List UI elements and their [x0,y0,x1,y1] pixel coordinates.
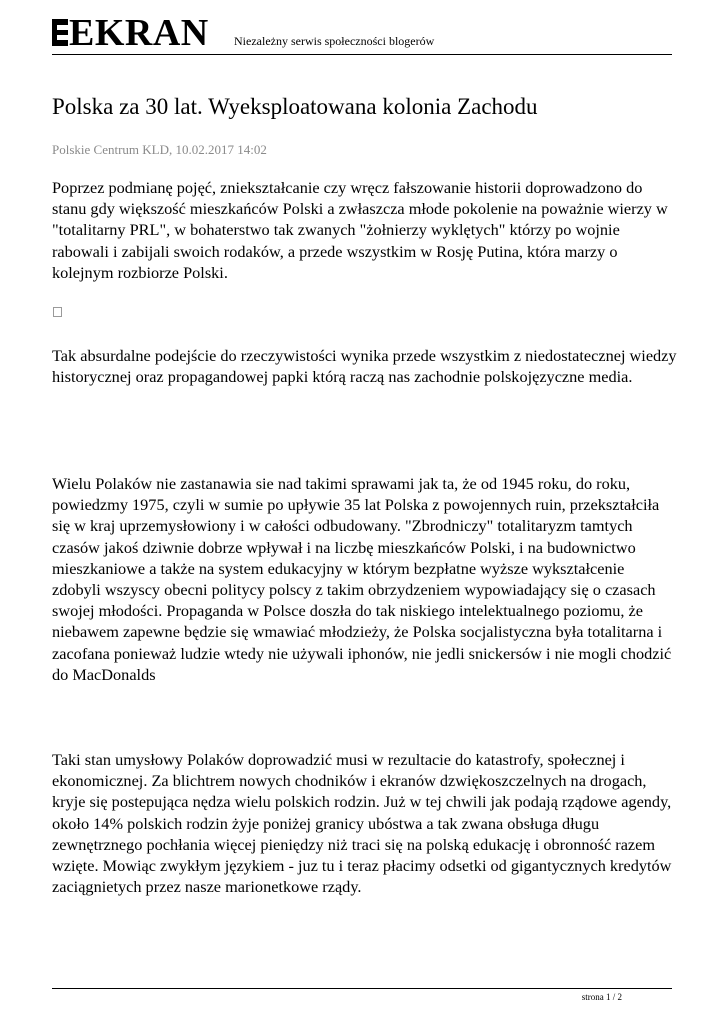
article-title: Polska za 30 lat. Wyeksploatowana kolonia Zachodu [52,94,538,119]
logo-e-icon [52,19,68,47]
logo-text: EKRAN [69,12,209,54]
page-indicator: strona 1 / 2 [581,992,622,1002]
article-paragraph: Tak absurdalne podejście do rzeczywistości wynika przede wszystkim z niedostatecznej wiedzy historycznej oraz propagandowej papki którą raczą nas zachodnie polskojęzyczne media. [52,346,677,387]
site-header [52,14,672,55]
site-logo[interactable] [52,12,209,54]
footer-divider [52,988,672,989]
article-paragraph: Taki stan umysłowy Polaków doprowadzić musi w rezultacie do katastrofy, społecznej i ekonomicznej. Za blichtrem nowych chodników i ekranów dzwiękoszczelnych na drogach, kryje się postepująca nędza wielu polskich rodzin. Już w tej chwili jak podają rządowe agendy, około 14% polskich rodzin żyje poniżej granicy ubóstwa a tak zwana obsługa długu zewnętrznego pochłania więcej pieniędzy niż traci się na polską edukację i obronność razem wzięte. Mowiąc zwykłym językiem - juz tu i teraz płacimy odsetki od gigantycznych kredytów zaciągnietych przez nasze marionetkowe rządy. [52,750,672,897]
article-meta: Polskie Centrum KLD, 10.02.2017 14:02 [52,142,267,157]
broken-image-icon [53,307,62,317]
site-tagline: Niezależny serwis społeczności blogerów [234,34,435,48]
article-paragraph: Wielu Polaków nie zastanawia sie nad takimi sprawami jak ta, że od 1945 roku, do roku, powiedzmy 1975, czyli w sumie po upływie 35 lat Polska z powojennych ruin, przekształciła się w kraj uprzemysłowiony i w całości odbudowany. "Zbrodniczy" totalitaryzm tamtych czasów jakoś dziwnie dobrze wpływał i na liczbę mieszkańców Polski, i na budownictwo mieszkaniowe a także na system edukacyjny w którym bezpłatne wyższe wykształcenie zdobyli wszyscy obecni politycy polscy z takim obrzydzeniem wypowiadający się o czasach swojej młodości. Propaganda w Polsce doszła do tak niskiego intelektualnego poziomu, że niebawem zapewne będzie się wmawiać młodzieży, że Polska socjalistyczna była totalitarna i zacofana ponieważ ludzie wtedy nie używali iphonów, nie jedli snickersów i nie mogli chodzić do MacDonalds [52,474,672,684]
article-paragraph: Poprzez podmianę pojęć, zniekształcanie czy wręcz fałszowanie historii doprowadzono do stanu gdy większość mieszkańców Polski a zwłaszcza młode pokolenie na poważnie wierzy w "totalitarny PRL", w bohaterstwo tak zwanych "żołnierzy wyklętych" którzy po wojnie rabowali i zabijali swoich rodaków, a przede wszystkim w Rosję Putina, która marzy o kolejnym rozbiorze Polski. [52,178,668,282]
